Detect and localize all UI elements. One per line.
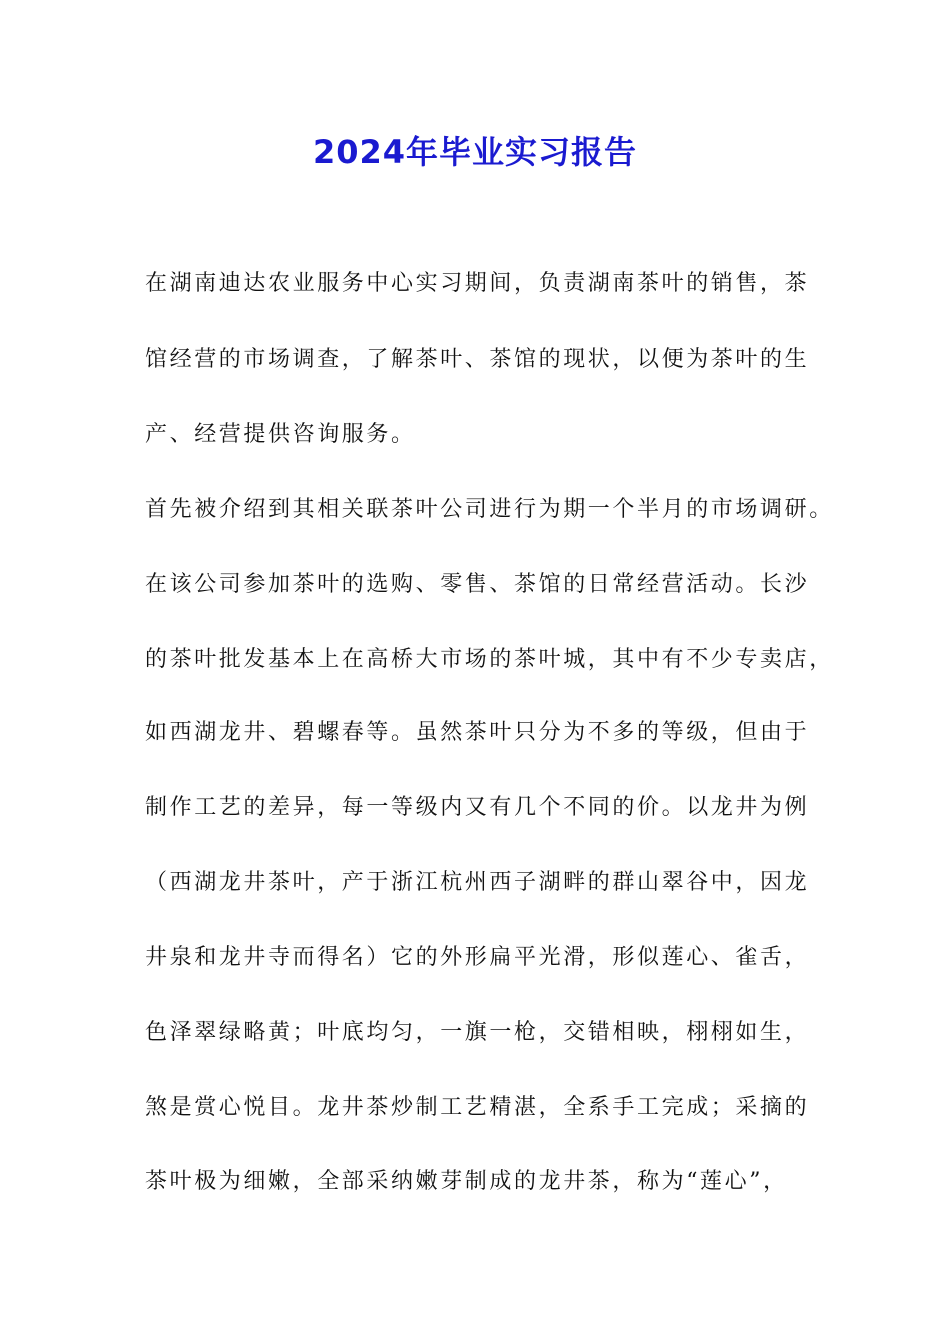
paragraph-1-line-1: 在湖南迪达农业服务中心实习期间，负责湖南茶叶的销售，茶 (145, 271, 810, 296)
paragraph-1-line-3: 产、经营提供咨询服务。 (145, 422, 416, 447)
paragraph-2-line-8: 色泽翠绿略黄；叶底均匀，一旗一枪，交错相映，栩栩如生， (145, 1020, 810, 1045)
paragraph-2-line-6: （西湖龙井茶叶，产于浙江杭州西子湖畔的群山翠谷中，因龙 (145, 870, 810, 895)
paragraph-1-line-2: 馆经营的市场调查，了解茶叶、茶馆的现状，以便为茶叶的生 (145, 347, 810, 372)
paragraph-2-line-2: 在该公司参加茶叶的选购、零售、茶馆的日常经营活动。长沙 (145, 572, 810, 597)
document-title: 2024年毕业实习报告 (312, 133, 638, 171)
paragraph-2-line-7: 井泉和龙井寺而得名）它的外形扁平光滑，形似莲心、雀舌， (145, 945, 810, 970)
paragraph-2-line-3: 的茶叶批发基本上在高桥大市场的茶叶城，其中有不少专卖店， (145, 647, 834, 672)
paragraph-2-line-4: 如西湖龙井、碧螺春等。虽然茶叶只分为不多的等级，但由于 (145, 720, 810, 745)
paragraph-2-line-9: 煞是赏心悦目。龙井茶炒制工艺精湛，全系手工完成；采摘的 (145, 1095, 810, 1120)
paragraph-2-line-10: 茶叶极为细嫩，全部采纳嫩芽制成的龙井茶，称为“莲心”， (145, 1169, 788, 1194)
paragraph-2-line-1: 首先被介绍到其相关联茶叶公司进行为期一个半月的市场调研。 (145, 497, 834, 522)
paragraph-2-line-5: 制作工艺的差异，每一等级内又有几个不同的价。以龙井为例 (145, 795, 810, 820)
